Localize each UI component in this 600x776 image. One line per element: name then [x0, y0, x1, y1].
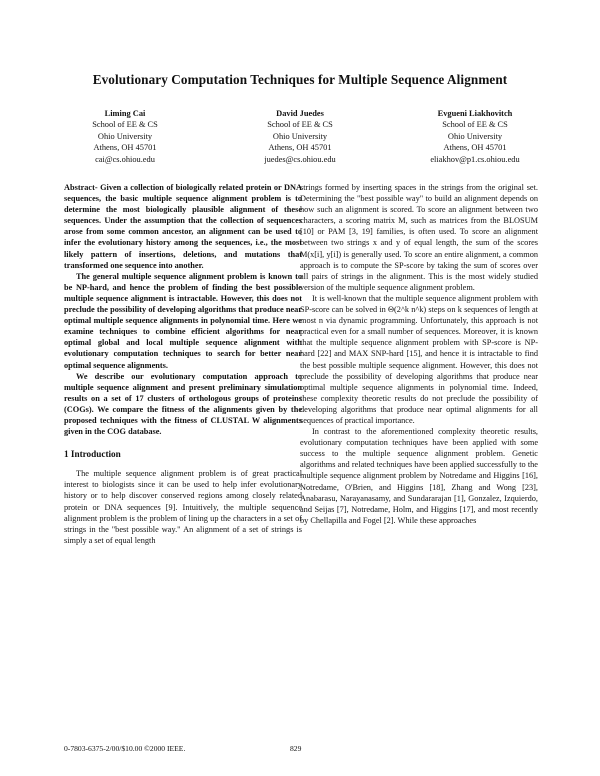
body-paragraph-2: It is well-known that the multiple sequence alignment problem with SP-score can be solved in Θ(2^k n^k) steps on k sequences of length at most n via dynamic programming. Unfortunately, this approach is not practical even for a small number of sequences. Moreover, it is known that the multiple sequence alignment problem with SP-score is NP-hard [22] and MAX SNP-hard [15], and hence it is intractable to find the best possible multiple sequence alignment. However, this does not preclude the possibility of developing algorithms that produce near optimal multiple sequence alignments in polynomial time. Indeed, these complexity theoretic results do not preclude the possibility of developing algorithms that produce near optimal alignments for all sequences of practical importance.: [300, 293, 538, 425]
author-city: Athens, OH 45701: [93, 143, 157, 153]
author-2: [215, 108, 385, 165]
author-1: [40, 108, 210, 165]
right-column: [300, 182, 538, 526]
author-name: David Juedes: [276, 109, 324, 118]
author-city: Athens, OH 45701: [268, 143, 332, 153]
left-column: [64, 182, 302, 546]
intro-paragraph-1: The multiple sequence alignment problem is of great practical interest to biologists since it can be used to help infer evolutionary history or to help discover conserved regions among closely related protein or DNA sequences [9]. Intuitively, the multiple sequence alignment problem is the problem of lining up the characters in a set of strings in the "best possible way." An alignment of a set of strings is simply a set of equal length: [64, 469, 302, 545]
paper-title: Evolutionary Computation Techniques for Multiple Sequence Alignment: [92, 72, 508, 87]
author-dept: School of EE & CS: [92, 120, 158, 130]
author-univ: Ohio University: [272, 131, 328, 141]
abstract-paragraph-3: We describe our evolutionary computation approach to multiple sequence alignment and present preliminary simulation results on a set of 17 clusters of orthologous groups of proteins (COGs). We compare the fitness of the alignments given by the proposed techniques with the fitness of CLUSTAL W alignments given in the COG database.: [64, 371, 302, 437]
abstract-paragraph-2: The general multiple sequence alignment problem is known to be NP-hard, and hence the problem of finding the best possible multiple sequence alignment is intractable. However, this does not preclude the possibility of developing algorithms that produce near optimal multiple sequence alignments in polynomial time. Here we examine techniques to combine efficient algorithms for near optimal global and local multiple sequence alignment with evolutionary computation techniques to search for better near optimal sequence alignments.: [64, 271, 302, 370]
author-univ: Ohio University: [97, 131, 153, 141]
abstract-paragraph-1: Abstract- Given a collection of biologically related protein or DNA sequences, the basic multiple sequence alignment problem is to determine the most biologically plausible alignment of these sequences. Under the assumption that the collection of sequences arose from some common ancestor, an alignment can be used to infer the evolutionary history among the sequences, i.e., the most likely pattern of insertions, deletions, and mutations that transformed one sequence into another.: [64, 183, 302, 270]
copyright-footer: 0-7803-6375-2/00/$10.00 ©2000 IEEE.: [64, 744, 186, 753]
section-heading: 1 Introduction: [64, 449, 121, 460]
author-dept: School of EE & CS: [442, 120, 508, 130]
author-block: [40, 108, 560, 165]
author-univ: Ohio University: [447, 131, 503, 141]
author-email: eliakhov@p1.cs.ohiou.edu: [430, 154, 520, 164]
author-dept: School of EE & CS: [267, 120, 333, 130]
author-city: Athens, OH 45701: [443, 143, 507, 153]
author-name: Evgueni Liakhovitch: [437, 109, 513, 118]
author-email: cai@cs.ohiou.edu: [95, 154, 155, 164]
page-number: 829: [290, 744, 302, 753]
body-paragraph-1: strings formed by inserting spaces in the strings from the original set. Determining the "best possible way" to build an alignment depends on how such an alignment is scored. To score an alignment between two characters, a scoring matrix M, such as matrices from the BLOSUM [10] or PAM [3, 19] families, is often used. To score an alignment between two strings x and y of equal length, the sum of the scores M(x[i], y[i]) is generally used. To score an entire alignment, a common approach is to compute the SP-score by taking the sum of scores over all pairs of strings in the alignment. This is the most widely studied version of the multiple sequence alignment problem.: [300, 183, 538, 292]
author-3: [390, 108, 560, 165]
author-name: Liming Cai: [104, 109, 146, 118]
body-paragraph-3: In contrast to the aforementioned complexity theoretic results, evolutionary computation techniques have been applied with some success to the multiple sequence alignment problem. Genetic algorithms and related techniques have been applied successfully to the multiple sequence alignment problem by Notredame and Higgins [16], Notredame, O'Brien, and Higgins [18], Zhang and Wong [23], Anabarasu, Narayanasamy, and Sundararajan [1], Gonzalez, Izquierdo, and Seijas [7], Notredame, Holm, and Higgins [17], and most recently by Chellapilla and Fogel [2]. While these approaches: [300, 427, 538, 525]
author-email: juedes@cs.ohiou.edu: [264, 154, 336, 164]
